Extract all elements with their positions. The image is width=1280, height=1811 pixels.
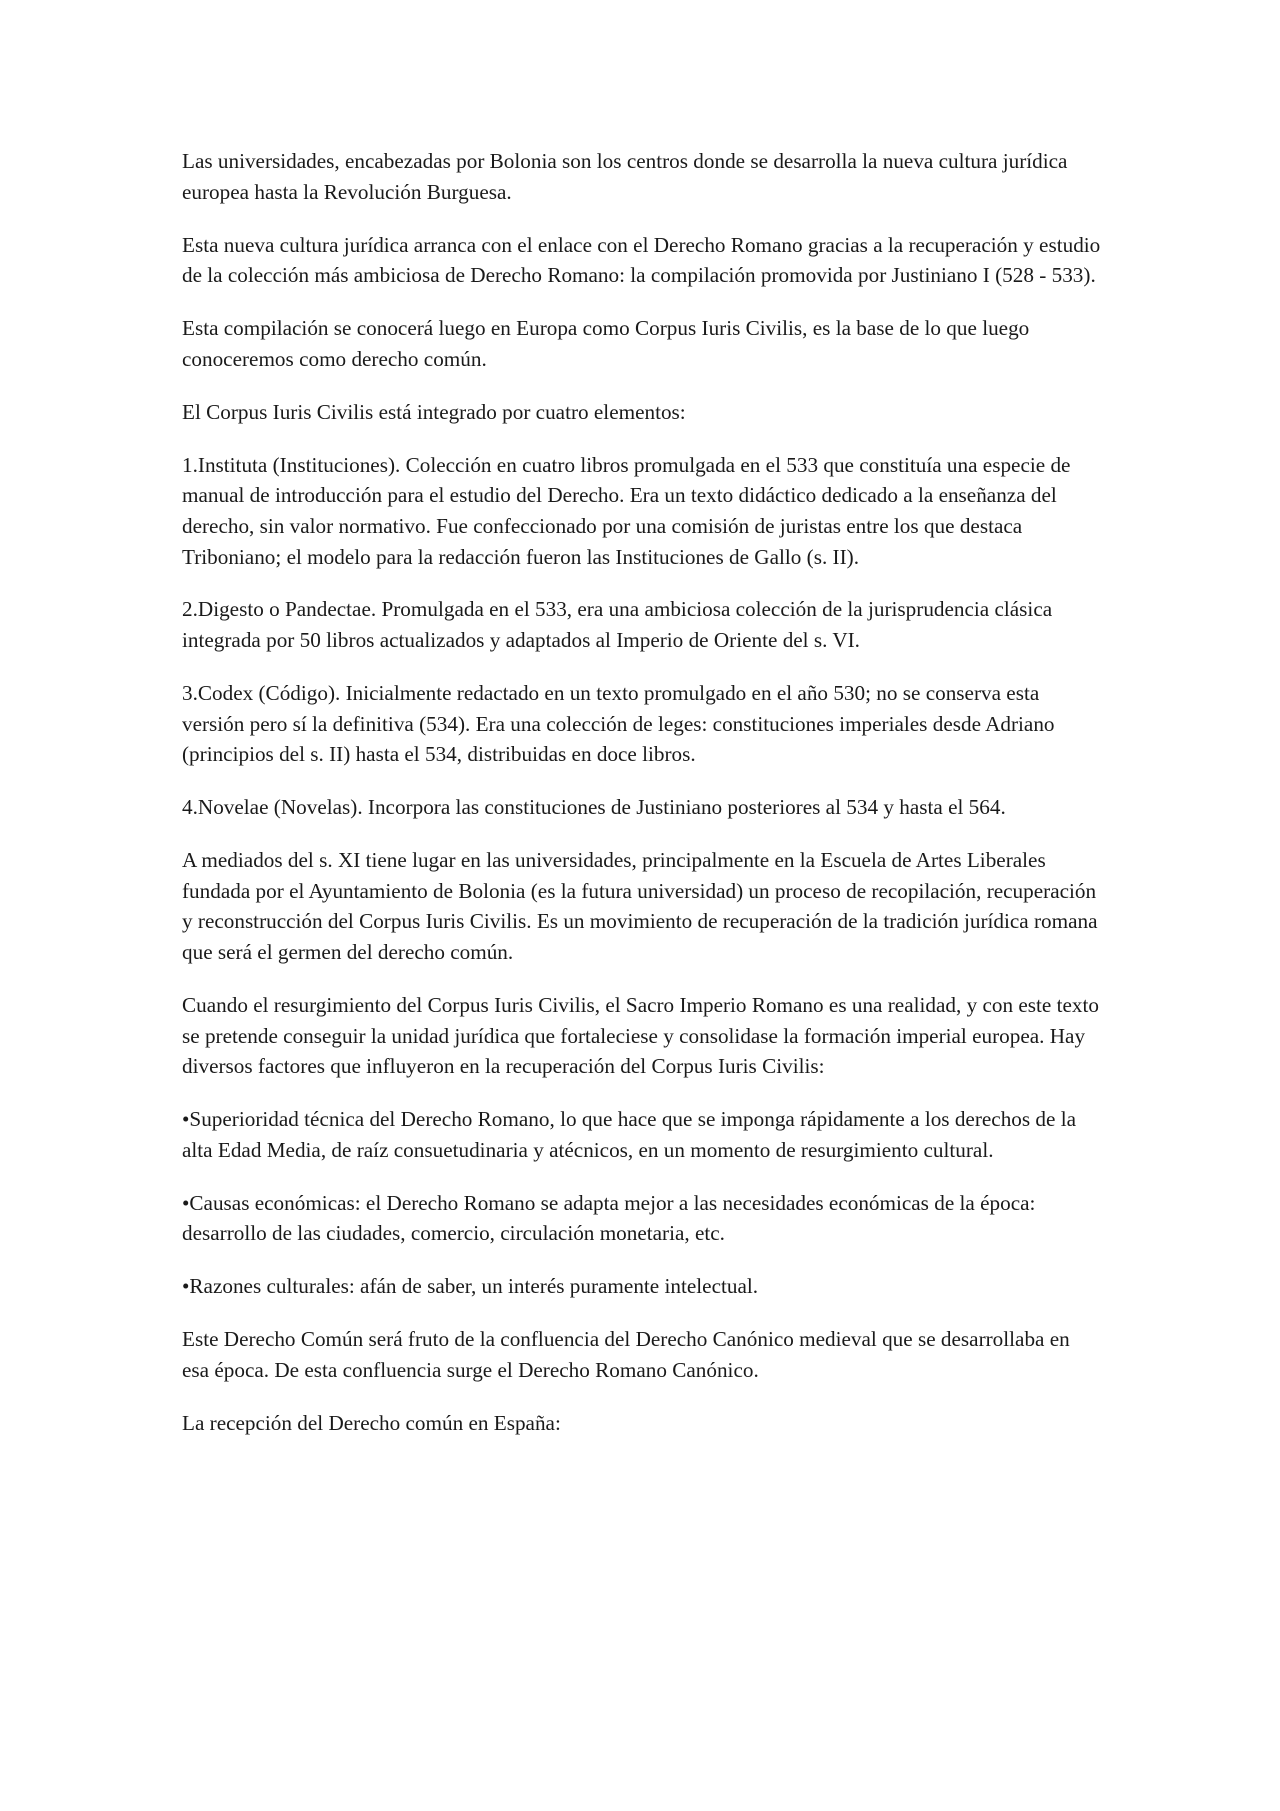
paragraph-recepcion-espana: La recepción del Derecho común en España:: [182, 1410, 561, 1435]
bullet-superioridad-tecnica: •Superioridad técnica del Derecho Romano, lo que hace que se imponga rápidamente a los derechos de la alta Edad Media, de raíz consuetudinaria y atécnicos, en un momento de resurgimiento cultural.: [182, 1107, 1077, 1162]
bullet-razones-culturales: •Razones culturales: afán de saber, un interés puramente intelectual.: [182, 1274, 759, 1299]
paragraph-siglo-xi: A mediados del s. XI tiene lugar en las universidades, principalmente en la Escuela de Artes Liberales fundada por el Ayuntamiento de Bolonia (es la futura universidad) un proceso de recopilación, recuperación y reconstrucción del Corpus Iuris Civilis. Es un movimiento de recuperación de la tradición jurídica romana que será el germen del derecho común.: [182, 848, 1098, 964]
paragraph-universidades: Las universidades, encabezadas por Bolonia son los centros donde se desarrolla la nueva cultura jurídica europea hasta la Revolución Burguesa.: [182, 149, 1068, 204]
paragraph-derecho-comun: Este Derecho Común será fruto de la confluencia del Derecho Canónico medieval que se desarrollaba en esa época. De esta confluencia surge el Derecho Romano Canónico.: [182, 1327, 1070, 1382]
paragraph-nueva-cultura: Esta nueva cultura jurídica arranca con el enlace con el Derecho Romano gracias a la recuperación y estudio de la colección más ambiciosa de Derecho Romano: la compilación promovida por Justiniano I (528 - 533).: [182, 232, 1101, 288]
paragraph-compilacion: Esta compilación se conocerá luego en Europa como Corpus Iuris Civilis, es la base de lo que luego conoceremos como derecho común.: [182, 316, 1030, 371]
paragraph-elementos-intro: El Corpus Iuris Civilis está integrado por cuatro elementos:: [182, 399, 686, 424]
paragraph-resurgimiento: Cuando el resurgimiento del Corpus Iuris Civilis, el Sacro Imperio Romano es una realidad, y con este texto se pretende conseguir la unidad jurídica que fortaleciese y consolidase la formación imperial europea. Hay diversos factores que influyeron en la recuperación del Corpus Iuris Civilis:: [182, 992, 1099, 1079]
bullet-causas-economicas: •Causas económicas: el Derecho Romano se adapta mejor a las necesidades económicas de la época: desarrollo de las ciudades, comercio, circulación monetaria, etc.: [182, 1190, 1036, 1246]
paragraph-novelae: 4.Novelae (Novelas). Incorpora las constituciones de Justiniano posteriores al 534 y hasta el 564.: [182, 795, 1006, 820]
paragraph-codex: 3.Codex (Código). Inicialmente redactado en un texto promulgado en el año 530; no se conserva esta versión pero sí la definitiva (534). Era una colección de leges: constituciones imperiales desde Adriano (principios del s. II) hasta el 534, distribuidas en doce libros.: [182, 681, 1055, 767]
document-page: [182, 146, 1102, 1461]
paragraph-instituta: 1.Instituta (Instituciones). Colección en cuatro libros promulgada en el 533 que constituía una especie de manual de introducción para el estudio del Derecho. Era un texto didáctico dedicado a la enseñanza del derecho, sin valor normativo. Fue confeccionado por una comisión de juristas entre los que destaca Triboniano; el modelo para la redacción fueron las Instituciones de Gallo (s. II).: [182, 452, 1071, 569]
paragraph-digesto: 2.Digesto o Pandectae. Promulgada en el 533, era una ambiciosa colección de la jurisprudencia clásica integrada por 50 libros actualizados y adaptados al Imperio de Oriente del s. VI.: [182, 597, 1053, 653]
